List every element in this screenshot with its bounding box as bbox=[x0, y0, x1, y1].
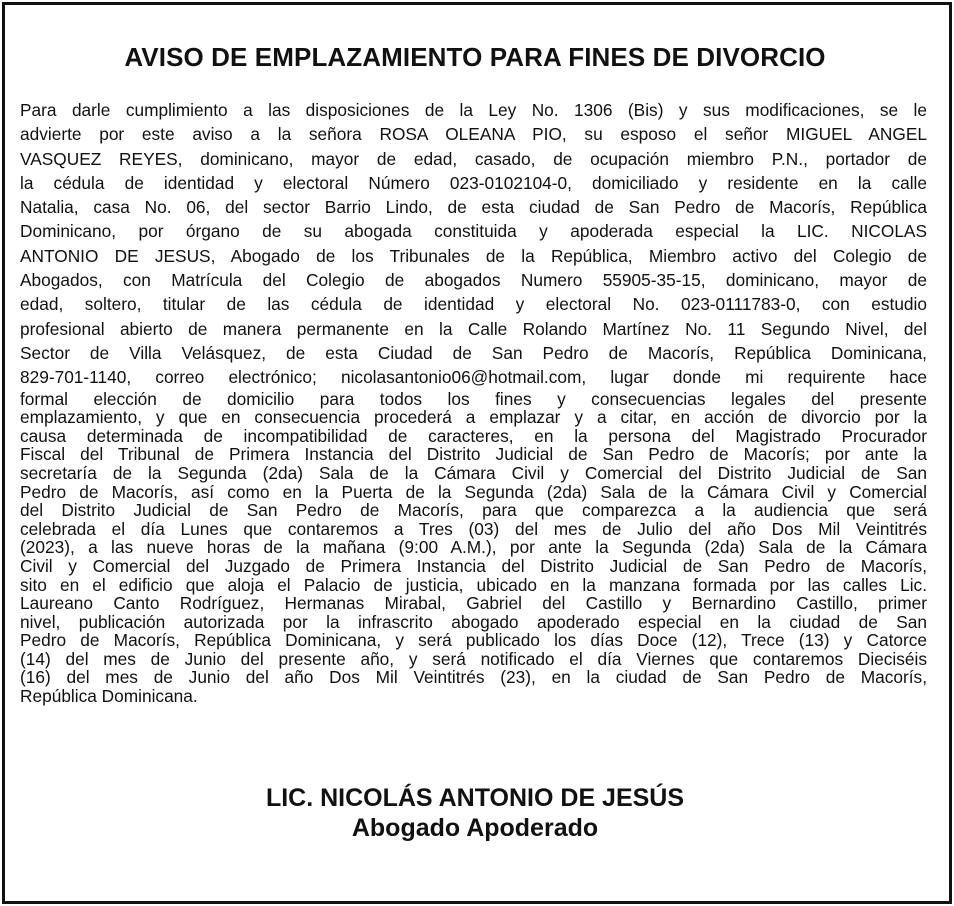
body-line: Sector de Villa Velásquez, de esta Ciudad de San Pedro de Macorís, República Dominicana, bbox=[20, 342, 927, 363]
body-line: (16) del mes de Junio del año Dos Mil Veintitrés (23), en la ciudad de San Pedro de Macorís, bbox=[20, 667, 927, 688]
body-line: causa determinada de incompatibilidad de caracteres, en la persona del Magistrado Procurador bbox=[20, 425, 927, 446]
body-line: República Dominicana. bbox=[20, 686, 198, 707]
body-line: Civil y Comercial del Juzgado de Primera Instancia del Distrito Judicial de San Pedro de Macorís, bbox=[20, 555, 927, 576]
body-line: secretaría de la Segunda (2da) Sala de la Cámara Civil y Comercial del Distrito Judicial de San bbox=[20, 462, 927, 483]
body-line: Pedro de Macorís, así como en la Puerta de la Segunda (2da) Sala de la Cámara Civil y Comercial bbox=[20, 481, 927, 502]
body-line: edad, soltero, titular de las cédula de identidad y electoral No. 023-0111783-0, con estudio bbox=[20, 294, 927, 315]
body-line: Fiscal del Tribunal de Primera Instancia del Distrito Judicial de San Pedro de Macorís; por ante la bbox=[20, 444, 927, 465]
body-line: Para darle cumplimiento a las disposiciones de la Ley No. 1306 (Bis) y sus modificaciones, se le bbox=[20, 100, 927, 120]
notice-body bbox=[20, 98, 927, 706]
body-line: la cédula de identidad y electoral Número 023-0102104-0, domiciliado y residente en la calle bbox=[20, 172, 927, 193]
body-line: sito en el edificio que aloja el Palacio de justicia, ubicado en la manzana formada por las calles Lic. bbox=[20, 574, 927, 595]
notice-body-block-upper bbox=[20, 98, 927, 390]
body-line: del Distrito Judicial de San Pedro de Macorís, para que comparezca a la audiencia que será bbox=[20, 500, 927, 521]
body-line: 829-701-1140, correo electrónico; nicolasantonio06@hotmail.com, lugar donde mi requirente hace bbox=[20, 367, 927, 388]
body-line: Dominicano, por órgano de su abogada constituida y apoderada especial la LIC. NICOLAS bbox=[20, 221, 927, 242]
body-line: formal elección de domicilio para todos los fines y consecuencias legales del presente bbox=[20, 388, 927, 409]
body-line: advierte por este aviso a la señora ROSA OLEANA PIO, su esposo el señor MIGUEL ANGEL bbox=[20, 124, 927, 145]
body-line: celebrada el día Lunes que contaremos a Tres (03) del mes de Julio del año Dos Mil Veintitrés bbox=[20, 518, 927, 539]
body-line: ANTONIO DE JESUS, Abogado de los Tribunales de la República, Miembro activo del Colegio de bbox=[20, 245, 927, 266]
notice-title: AVISO DE EMPLAZAMIENTO PARA FINES DE DIVORCIO bbox=[124, 42, 826, 72]
signature-role: Abogado Apoderado bbox=[351, 814, 599, 842]
body-line: Pedro de Macorís, República Dominicana, y será publicado los días Doce (12), Trece (13) y Catorce bbox=[20, 630, 927, 651]
body-line: Natalia, casa No. 06, del sector Barrio Lindo, de esta ciudad de San Pedro de Macorís, República bbox=[20, 197, 927, 218]
notice-body-block-lower bbox=[20, 390, 927, 706]
body-line: Laureano Canto Rodríguez, Hermanas Mirabal, Gabriel del Castillo y Bernardino Castillo, primer bbox=[20, 593, 927, 614]
body-line: VASQUEZ REYES, dominicano, mayor de edad, casado, de ocupación miembro P.N., portador de bbox=[20, 148, 927, 169]
body-line: emplazamiento, y que en consecuencia procederá a emplazar y a citar, en acción de divorcio por la bbox=[20, 407, 927, 428]
signature-block bbox=[0, 783, 950, 843]
body-line: (2023), a las nueve horas de la mañana (9:00 A.M.), por ante la Segunda (2da) Sala de la Cámara bbox=[20, 537, 927, 558]
body-line: Abogados, con Matrícula del Colegio de abogados Numero 55905-35-15, dominicano, mayor de bbox=[20, 270, 927, 291]
signature-name: LIC. NICOLÁS ANTONIO DE JESÚS bbox=[265, 784, 685, 812]
body-line: nivel, publicación autorizada por la infrascrito abogado apoderado especial en la ciudad de San bbox=[20, 611, 927, 632]
body-line: profesional abierto de manera permanente en la Calle Rolando Martínez No. 11 Segundo Nivel, del bbox=[20, 318, 927, 339]
body-line: (14) del mes de Junio del presente año, y será notificado el día Viernes que contaremos Dieciséis bbox=[20, 648, 927, 669]
